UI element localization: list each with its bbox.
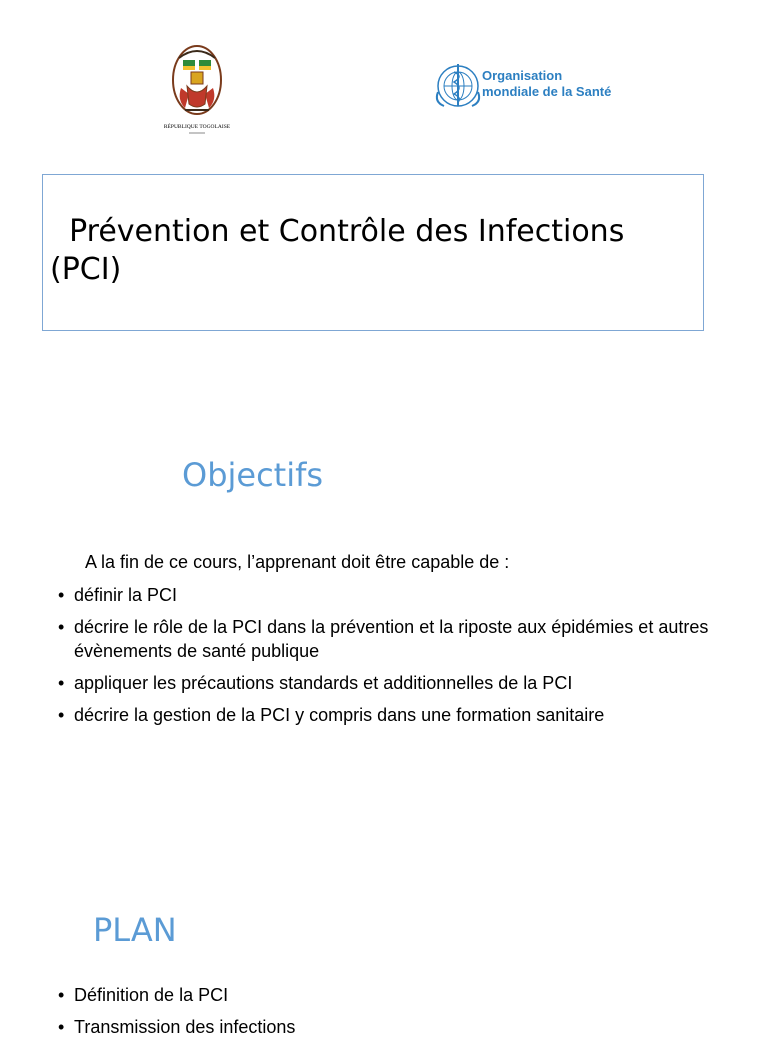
title-box <box>42 174 704 331</box>
plan-list <box>58 983 748 1047</box>
list-item: • décrire le rôle de la PCI dans la prévention et la riposte aux épidémies et autres évènements de santé publique <box>58 615 748 663</box>
list-item: • décrire la gestion de la PCI y compris dans une formation sanitaire <box>58 703 748 727</box>
togo-coat-of-arms-logo <box>155 38 239 138</box>
who-emblem-icon <box>428 52 612 132</box>
objectifs-list <box>58 583 748 735</box>
list-item: • Définition de la PCI <box>58 983 748 1007</box>
svg-text:RÉPUBLIQUE TOGOLAISE: RÉPUBLIQUE TOGOLAISE <box>163 124 231 130</box>
list-item: • appliquer les précautions standards et additionnelles de la PCI <box>58 671 748 695</box>
objectifs-heading: Objectifs <box>182 456 324 494</box>
list-item: • Transmission des infections <box>58 1015 748 1039</box>
svg-text:mondiale de la Santé: mondiale de la Santé <box>482 84 612 99</box>
svg-text:Organisation: Organisation <box>482 68 563 83</box>
list-item: • définir la PCI <box>58 583 748 607</box>
page-title: Prévention et Contrôle des Infections (PCI) <box>50 214 634 287</box>
who-logo <box>428 52 612 132</box>
objectifs-intro: A la fin de ce cours, l’apprenant doit être capable de : <box>85 552 510 572</box>
togo-emblem-icon <box>155 38 239 138</box>
plan-heading: PLAN <box>93 911 177 949</box>
